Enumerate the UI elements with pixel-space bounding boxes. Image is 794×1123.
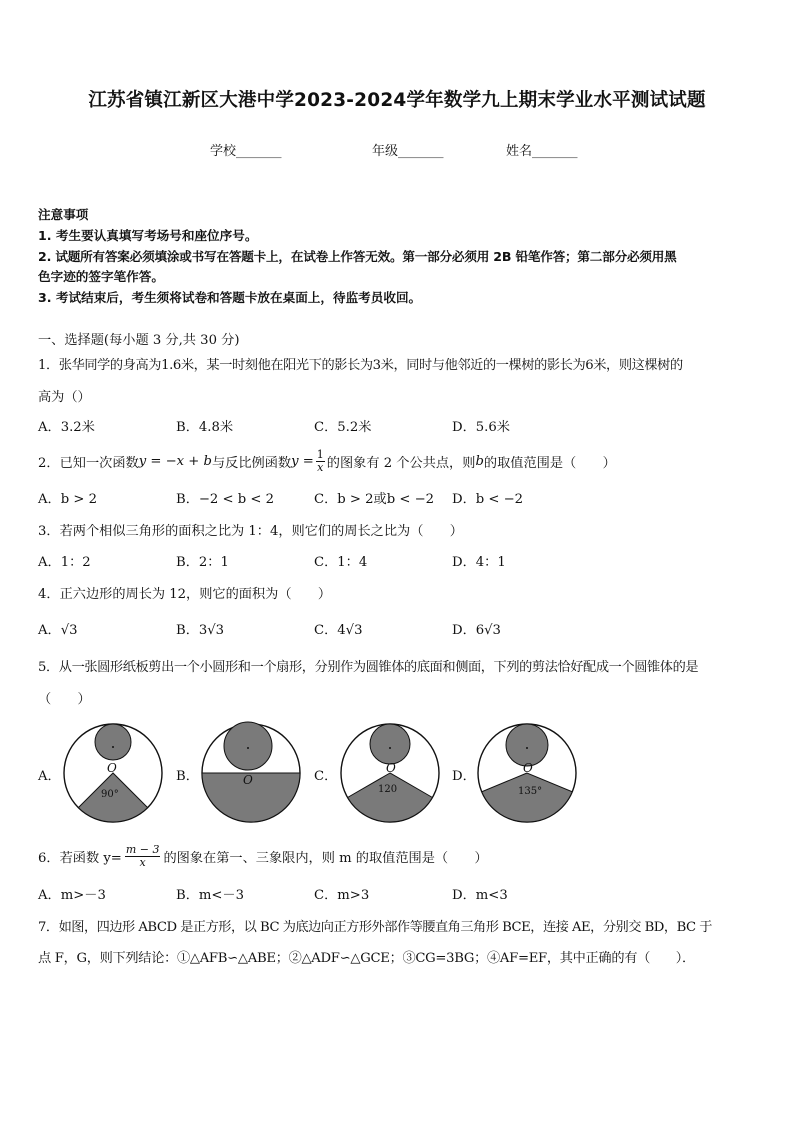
question-3: 3．若两个相似三角形的面积之比为 1：4，则它们的周长之比为（ ） [38,524,463,539]
q3-option-d: D．4：1 [452,555,506,570]
q2-fraction [316,449,325,474]
q4-option-a: A．√3 [38,623,78,638]
q1-option-d: D．5.6米 [452,420,510,435]
note-item: 色字迹的签字笔作答。 [38,269,164,284]
question-5: 5．从一张圆形纸板剪出一个小圆形和一个扇形，分别作为圆锥体的底面和侧面，下列的剪法恰好配成一个圆锥体的是 [38,660,699,675]
note-item: 2. 试题所有答案必须填涂或书写在答题卡上，在试卷上作答无效。第一部分必须用 2B 铅笔作答；第二部分必须用黑 [38,249,677,264]
figure-c-small-circle [370,724,410,764]
q5-figure-c [337,720,443,826]
name-field: 姓名_______ [506,144,578,159]
note-item: 1. 考生要认真填写考场号和座位序号。 [38,228,258,243]
q2-option-a: A．b > 2 [38,492,97,507]
q3-option-a: A．1：2 [38,555,91,570]
q5-option-d: D． [452,769,476,784]
notes-heading: 注意事项 [38,207,89,222]
q2-y: y = [291,453,314,469]
q6-prefix: 6．若函数 y= [38,850,122,866]
figure-d-small-circle [506,724,548,766]
q4-option-d: D．6√3 [452,623,501,638]
q4-option-b: B．3√3 [176,623,225,638]
section-heading: 一、选择题(每小题 3 分,共 30 分) [38,333,240,348]
q5-option-a: A． [38,769,61,784]
q3-option-b: B．2：1 [176,555,229,570]
q5-figure-d [474,720,580,826]
q1-option-b: B．4.8米 [176,420,234,435]
q1-option-a: A．3.2米 [38,420,95,435]
q2-post: 的图象有 2 个公共点，则 [326,455,476,471]
q2-prefix: 2．已知一次函数 [38,455,139,471]
q1-option-c: C．5.2米 [314,420,372,435]
figure-a-small-circle [95,724,131,760]
question-1-cont: 高为（） [38,390,91,405]
school-field: 学校_______ [210,144,282,159]
q2-mid: 与反比例函数 [211,455,292,471]
q3-option-c: C．1：4 [314,555,368,570]
q2-option-c: C．b > 2或b < −2 [314,492,435,507]
question-6 [38,838,488,874]
figure-b-center-label: O [243,773,253,787]
q6-denominator: x [139,855,146,869]
note-item: 3. 考试结束后，考生须将试卷和答题卡放在桌面上，待监考员收回。 [38,290,422,305]
figure-a-center-label: O [107,761,117,775]
q6-post: 的图象在第一、三象限内，则 m 的取值范围是（ ） [163,850,488,866]
page-title: 江苏省镇江新区大港中学2023-2024学年数学九上期末学业水平测试试题 [88,90,706,111]
q6-fraction [125,844,161,869]
figure-d-angle: 135° [518,786,543,797]
figure-b-small-circle [224,722,272,770]
q5-option-c: C． [314,769,338,784]
question-2 [38,446,616,476]
q2-option-b: B．−2 < b < 2 [176,492,275,507]
q6-option-a: A．m>－3 [38,888,106,903]
figure-c-angle: 120 [378,784,398,795]
q2-numerator: 1 [316,447,324,461]
q6-option-c: C．m>3 [314,888,370,903]
question-1: 1．张华同学的身高为1.6米，某一时刻他在阳光下的影长为3米，同时与他邻近的一棵树的影长为6米，则这棵树的 [38,358,683,373]
figure-d-center-label: O [523,761,533,775]
question-7-cont: 点 F，G，则下列结论：①△AFB∽△ABE；②△ADF∽△GCE；③CG=3BG；④AF=EF，其中正确的有（ ）． [38,951,695,966]
figure-c-center-label: O [386,761,396,775]
question-4: 4．正六边形的周长为 12，则它的面积为（ ） [38,587,332,602]
q2-tail: 的取值范围是（ ） [483,455,616,471]
question-5-cont: （ ） [38,692,91,707]
q2-denominator: x [317,460,324,474]
q2-option-d: D．b < −2 [452,492,524,507]
q2-linear-expr: y = −x + b [138,453,212,469]
q5-figure-a [60,720,166,826]
q6-numerator: m − 3 [125,842,160,856]
q5-option-b: B． [176,769,199,784]
q4-option-c: C．4√3 [314,623,363,638]
q2-b: b [475,453,484,469]
grade-field: 年级_______ [372,144,444,159]
q6-option-b: B．m<－3 [176,888,245,903]
figure-a-angle: 90° [101,789,119,800]
q6-option-d: D．m<3 [452,888,508,903]
question-7: 7．如图，四边形 ABCD 是正方形，以 BC 为底边向正方形外部作等腰直角三角形 BCE，连接 AE，分别交 BD，BC 于 [38,920,712,935]
q5-figure-b [198,720,304,826]
